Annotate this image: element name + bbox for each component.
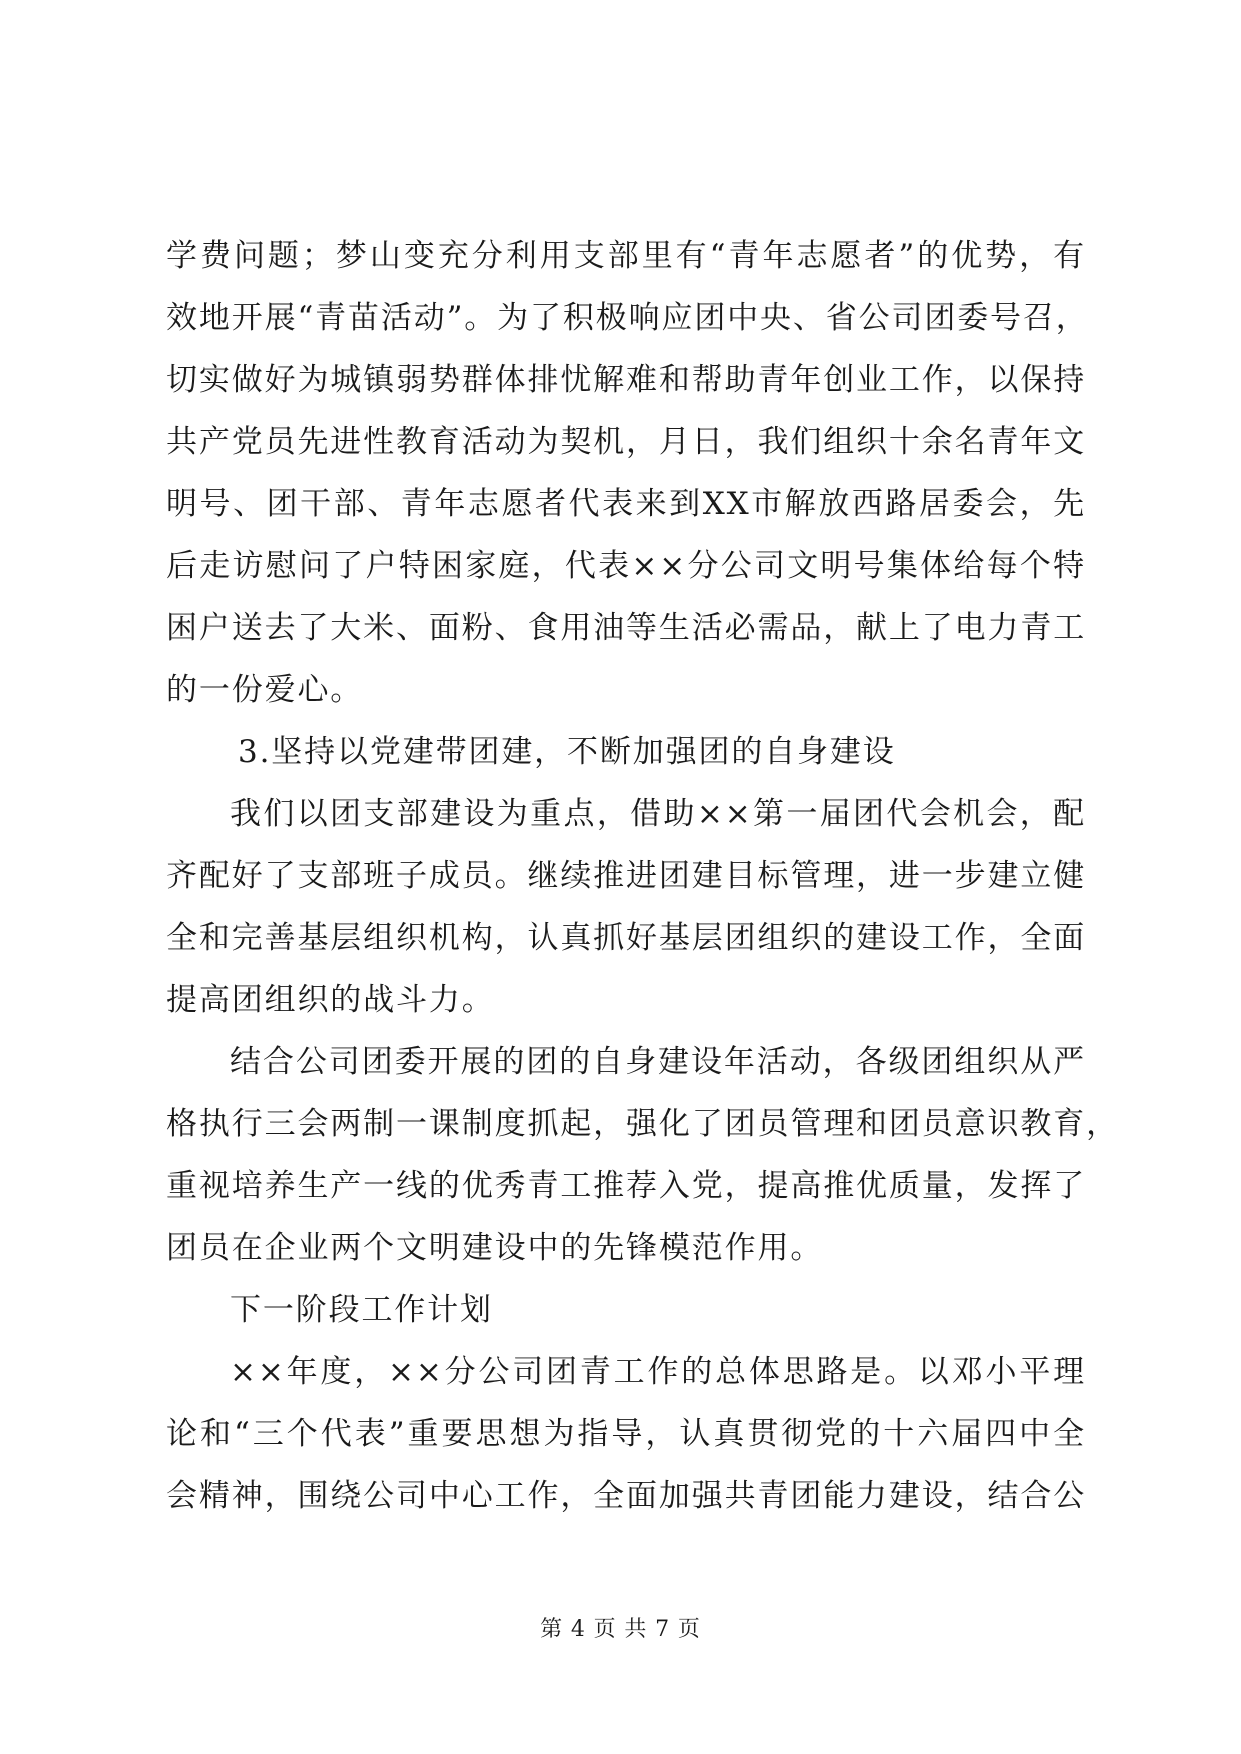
text-line: 的一份爱心。 xyxy=(166,672,364,708)
paragraph xyxy=(166,783,1086,1031)
text-line: 困户送去了大米、面粉、食用油等生活必需品，献上了电力青工 xyxy=(166,610,1087,646)
text-line: 团员在企业两个文明建设中的先锋模范作用。 xyxy=(166,1230,824,1266)
text-line: 齐配好了支部班子成员。继续推进团建目标管理，进一步建立健 xyxy=(166,858,1087,894)
text-line: 全和完善基层组织机构，认真抓好基层团组织的建设工作，全面 xyxy=(166,920,1087,956)
text-line: 我们以团支部建设为重点，借助××第一届团代会机会，配 xyxy=(230,796,1086,832)
text-line: 后走访慰问了户特困家庭，代表××分公司文明号集体给每个特 xyxy=(166,548,1086,584)
text-line: 会精神，围绕公司中心工作，全面加强共青团能力建设，结合公 xyxy=(166,1478,1087,1514)
page-number-footer: 第 4 页 共 7 页 xyxy=(540,1617,701,1642)
document-body xyxy=(166,225,1119,1527)
text-line: ××年度，××分公司团青工作的总体思路是。以邓小平理 xyxy=(230,1354,1086,1390)
text-line: 效地开展“青苗活动”。为了积极响应团中央、省公司团委号召， xyxy=(166,300,1089,336)
paragraph xyxy=(166,1031,1119,1279)
paragraph xyxy=(166,1341,1086,1527)
text-line: 提高团组织的战斗力。 xyxy=(166,982,495,1018)
text-line: 重视培养生产一线的优秀青工推荐入党，提高推优质量，发挥了 xyxy=(166,1168,1087,1204)
text-line: 论和“三个代表”重要思想为指导，认真贯彻党的十六届四中全 xyxy=(166,1416,1086,1452)
section-heading: 下一阶段工作计划 xyxy=(230,1292,493,1328)
text-line: 明号、团干部、青年志愿者代表来到XX市解放西路居委会，先 xyxy=(166,486,1086,522)
text-line: 切实做好为城镇弱势群体排忧解难和帮助青年创业工作，以保持 xyxy=(166,362,1087,398)
paragraph-continuation xyxy=(166,225,1089,721)
text-line: 学费问题；梦山变充分利用支部里有“青年志愿者”的优势，有 xyxy=(166,238,1086,274)
section-heading: 3.坚持以党建带团建，不断加强团的自身建设 xyxy=(238,734,896,770)
text-line: 结合公司团委开展的团的自身建设年活动，各级团组织从严 xyxy=(230,1044,1086,1080)
text-line: 格执行三会两制一课制度抓起，强化了团员管理和团员意识教育， xyxy=(166,1106,1119,1142)
text-line: 共产党员先进性教育活动为契机，月日，我们组织十余名青年文 xyxy=(166,424,1087,460)
